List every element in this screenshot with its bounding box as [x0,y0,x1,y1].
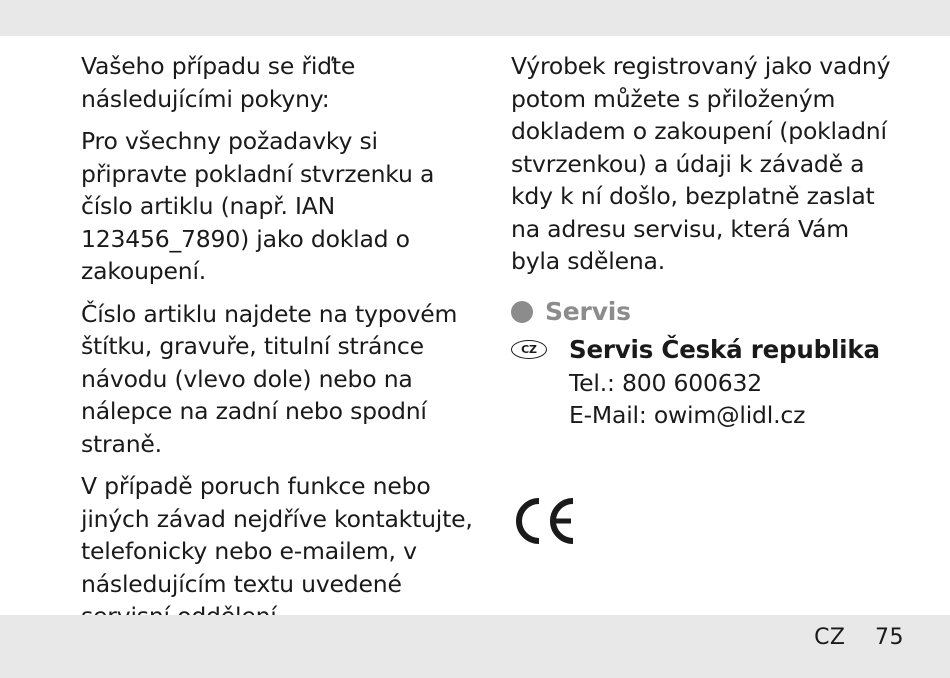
header-band [0,0,950,36]
paragraph: Vašeho případu se řiďte následujícími pokyny: [81,52,356,113]
paragraph: Výrobek registrovaný jako vadný potom můžete s přiloženým dokladem o zakoupení (pokladní stvrzenkou) a údaji k závadě a kdy k ní došlo, bezplatně zaslat na adresu servisu, která Vám byla sdělena. [511,52,891,275]
service-email: E-Mail: owim@lidl.cz [569,401,806,429]
left-column [81,50,481,643]
service-title: Servis Česká republika [569,335,880,364]
right-column [511,50,901,432]
footer-language: CZ [814,625,846,650]
page-number: 75 [875,625,904,650]
page-footer [814,625,904,650]
service-phone: Tel.: 800 600632 [569,368,763,397]
service-contact [511,334,901,432]
ce-mark-icon [511,495,577,551]
footer-band [0,615,950,678]
section-heading-text: Servis [545,296,631,326]
paragraph: Pro všechny požadavky si připravte pokladní stvrzenku a číslo artiklu (např. IAN 123456_7890) jako doklad o zakoupení. [81,127,435,285]
country-badge: CZ [511,340,547,359]
paragraph: V případě poruch funkce nebo jiných závad nejdříve kontaktujte, telefonicky nebo e-mailem, v následujícím textu uvedené [81,472,473,598]
section-heading-servis [511,296,901,329]
paragraph: Číslo artiklu najdete na typovém štítku, gravuře, titulní stránce návodu (vlevo dole) nebo na nálepce na zadní nebo spodní straně. [81,299,458,458]
bullet-icon [511,301,533,323]
